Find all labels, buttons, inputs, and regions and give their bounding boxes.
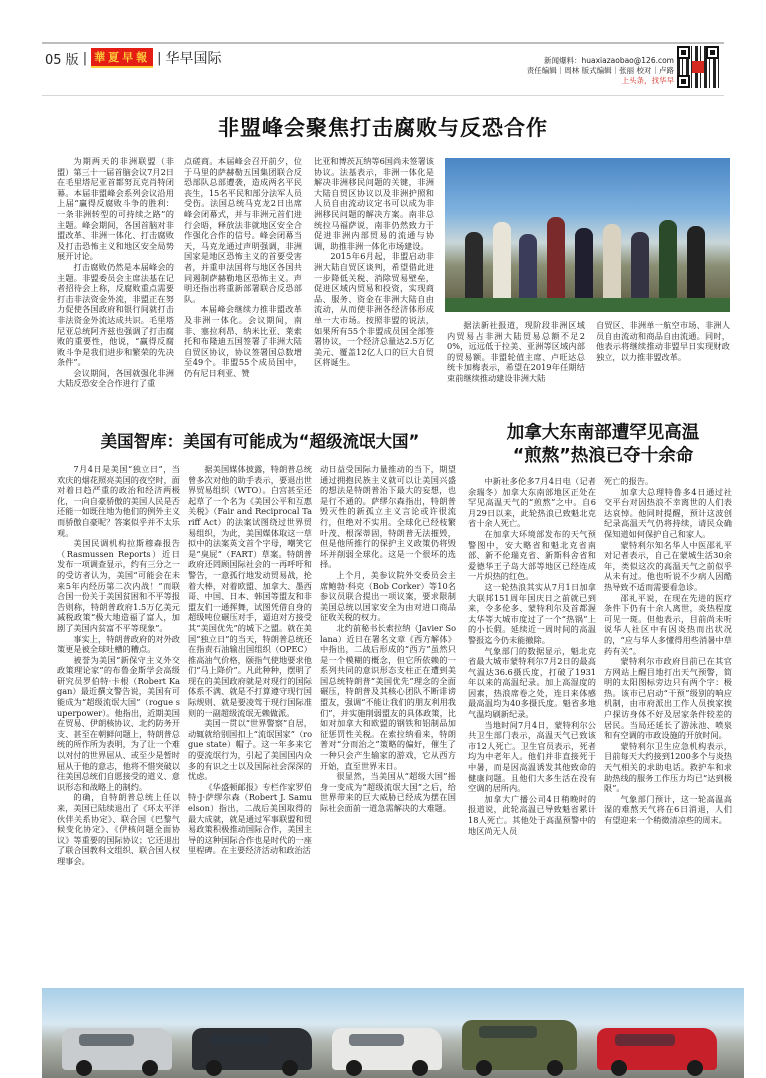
article2-col1 <box>57 464 180 867</box>
paragraph: 2015年6月起，非盟启动非洲大陆自贸区谈判，希望借此进一步降低关税、消除贸易壁垒，促进区域内贸易和投资，实现商品、服务、资金在非洲大陆自由流动，从而使非洲各经济体形成单一大市场。按照非盟的说法，如果所有55个非盟成员国全部签署协议，一个经济总量达2.5万亿美元、覆盖12亿人口的巨大自贸区将诞生。 <box>314 251 434 368</box>
paragraph: 被誉为美国“新保守主义外交政策理论家”的布鲁金斯学会高级研究员罗伯特·卡根（Robert Kagan）最近撰文警告说，美国有可能成为“超级流氓大国”（rogue superpower）。他指出，近期美国在贸易、伊朗核协议、北约防务开支、甚至在朝鲜问题上，特朗普总统的所作所为表明，为了让一个难以对付的世界屈从、或至少是暂时屈从于他的意志，他将不惜突破以往美国总统们自愿接受的道义、意识形态和战略上的制约。 <box>57 654 180 792</box>
paragraph: 7月4日是美国“独立日”，当欢庆的烟花照亮美国的夜空时，面对着日趋严重的政治和经济两极化，一向自豪骄傲的美国人民是否还能一如既往地为他们的例外主义而骄傲自豪呢？答案似乎并不太乐观。 <box>57 464 180 538</box>
paragraph: 比亚和博茨瓦纳等6国尚未签署该协议。法基表示，非洲一体化是解决非洲移民问题的关键，非洲大陆自贸区协议以及非洲护照和人员自由流动议定书可以成为非洲移民问题的解决方案。南非总统拉马福萨说，南非仍然致力于促进非洲内部贸易的流通与协调，助推非洲一体化市场建设。 <box>314 156 434 251</box>
article1-col5 <box>596 320 730 362</box>
page-header-left <box>45 48 221 68</box>
paragraph: 据美国媒体披露，特朗普总统曾多次对他的助手表示，要退出世界贸易组织（WTO）。白宫甚至还起草了一个名为《美国公平和互惠关税》（Fair and Reciprocal Tariff Act）的法案试图绕过世界贸易组织，为此，美国媒体取这一草拟中的法案英文首个字母，嘲笑它是“臭屁”（FART）草案。特朗普政府还罔顾国际社会的一再呼吁和警告，一意孤行地发动贸易战，抡着大棒，对着欧盟、加拿大、墨西哥、中国、日本、韩国等盟友和非盟友们一通挥舞，试图凭借自身的超级吨位碾压对手，逼迫对方接受其“美国优先”的城下之盟。就在美国“独立日”的当天，特朗普总统还在指责石油输出国组织（OPEC）推高油气价格，颐指气使地要求他们“马上降价”。凡此种种，摆明了现在的美国政府就是对现行的国际体系不满、就是不打算遵守现行国际规则、就是要凌驾于现行国际准则的一副超级流氓无赖做派。 <box>188 464 312 718</box>
paragraph: 动日益受国际力量推动的当下，期望通过拥抱民族主义就可以让美国兴盛的想法是特朗普治下最大的妄想，也是行不通的。萨缪尔森指出，特朗普毁灭性的新孤立主义言论或许很流行，但绝对不实用。全球化已经枝繁叶茂、根深蒂固，特朗普无法摧毁，但是他所推行的保护主义政策仍将毁坏并削弱全球化。这是一个很坏的选择。 <box>320 464 456 570</box>
newspaper-logo: 華夏早報 <box>91 48 153 68</box>
paragraph: 上个月，美参议院外交委员会主席鲍勃·科克（Bob Corker）等10名参议员联合提出一项议案，要求限制美国总统以国家安全为由对进口商品征收关税的权力。 <box>320 569 456 623</box>
paragraph: 邵礼平说，在现在先进的医疗条件下仍有十余人离世，炎热程度可见一斑。但他表示，目前尚未听说华人社区中有因炎热而出状况的，“应与华人多懂得用些消暑中草药有关”。 <box>604 592 732 656</box>
article2-title: 美国智库：美国有可能成为“超级流氓大国” <box>100 432 420 451</box>
article1-title: 非盟峰会聚焦打击腐败与反恐合作 <box>218 116 548 140</box>
paragraph: 死亡的报告。 <box>604 476 654 486</box>
article3-col1 <box>468 476 596 836</box>
header-bottom-rule <box>42 95 724 96</box>
header-separator-2: | <box>157 50 162 66</box>
header-separator: | <box>82 50 88 66</box>
page-credits <box>527 56 674 86</box>
african-union-summit-photo <box>445 158 730 312</box>
edition-number: 05 版 <box>45 52 79 68</box>
article1-col4 <box>447 320 585 384</box>
paragraph: 打击腐败仍然是本届峰会的主题。非盟委员会主席法基在记者招待会上称，反腐败重点需要打击非法资金外流，非盟正在努力促使各国政府和银行间就打击非法资金外流达成共识。毛里塔尼亚总统阿齐兹也强调了打击腐败的重要性，他说，“赢得反腐败斗争是我们进步和繁荣的先决条件”。 <box>57 261 174 368</box>
article2-col3 <box>320 464 456 814</box>
paragraph: 蒙特利尔知名华人中医邵礼平对记者表示，自己在蒙城生活30余年，类似这次的高温天气之前似乎从未有过。他也听说不少病人因酷热导致不适而需要看急诊。 <box>604 539 732 592</box>
paragraph: 自贸区、非洲单一航空市场、非洲人员自由流动和商品自由流通。同时，他表示将继续推动非盟早日实现财政独立，以力推非盟改革。 <box>596 320 730 362</box>
paragraph: 本届峰会继续力推非盟改革及非洲一体化。会议期间，南非、塞拉利昂、纳米比亚、莱索托和布隆迪五国签署了非洲大陆自贸区协议，协议签署国总数增至49个。非盟55个成员国中，仍有尼日利亚、赞 <box>184 304 302 378</box>
news-tip-line: 新闻爆料：huaxiazaobao@126.com <box>543 56 674 65</box>
paragraph: 据法新社报道，现阶段非洲区域内贸易占非洲大陆贸易总额不足20%，远远低于拉美、亚洲等区域内部的贸易额。非盟轮值主席、卢旺达总统卡加梅表示，希望在2019年任期结束前继续推动建设非洲大陆 <box>447 320 585 383</box>
paragraph: 会议期间，各国就强化非洲大陆反恐安全合作进行了重 <box>57 367 174 389</box>
article3-title-line2: “煎熬”热浪已夺十余命 <box>512 446 694 466</box>
paragraph: 蒙特利尔市政府目前已在其官方网站上醒目地打出天气预警，简明的太阳图标旁边只有两个字：极热。该市已启动“干预”级别的响应机制，由市府派出工作人员挨家挨户探访身体不好及居家条件较差的居民。当局还延长了游泳池、喷泉和有空调的市政设施的开放时间。 <box>604 656 732 741</box>
paragraph: 美国民调机构拉斯穆森报告（Rasmussen Reports）近日发布一项调查显示，约有三分之一的受访者认为，美国“可能会在未来5年内经历第二次内战！”而联合国一份关于美国贫困和不平等报告则称，特朗普政府1.5万亿美元减税政策“极大地造福了富人，加剧了美国内贫富不平等现象”。 <box>57 538 180 633</box>
slogan: 上头条，找华早 <box>621 76 674 85</box>
paragraph: 加拿大广播公司4日稍晚时的报道说，此轮高温已导致魁省累计18人死亡。其他处于高温预警中的地区尚无人员 <box>468 793 596 836</box>
paragraph: 美国一贯以“世界警察”自居，动辄就给别国扣上“流氓国家”（rogue state）帽子。这一年多来它的耍流氓行为，引起了美国国内众多的有识之士以及国际社会深深的忧虑。 <box>188 718 312 782</box>
paragraph: 中新社多伦多7月4日电（记者 余瑞冬）加拿大东南部地区正处在罕见高温天气的“煎熬”之中。自6月29日以来，此轮热浪已致魁北克省十余人死亡。 <box>468 476 596 529</box>
paragraph: 的确，自特朗普总统上任以来，美国已陆续退出了《环太平洋伙伴关系协定》、联合国《巴黎气候变化协定》、《伊核问题全面协议》等重要的国际协议；它还退出了联合国教科文组织、联合国人权理事会。 <box>57 792 180 866</box>
article2-col2 <box>188 464 312 856</box>
paragraph: 气象部门预计，这一轮高温高湿的难熬天气将在6日消退，人们有望迎来一个稍微清凉些的周末。 <box>604 793 732 825</box>
paragraph: 这一轮热浪其实从7月1日加拿大联邦151周年国庆日之前就已到来，令多伦多、蒙特利尔及首都渥太华等大城市度过了一个“热锅”上的小长假。延续近一周时间的高温警报迄今仍未能撤除。 <box>468 581 596 645</box>
article3-col2 <box>604 476 732 826</box>
article1-col3 <box>314 156 434 368</box>
section-name: 华早国际 <box>165 51 222 67</box>
header-top-rule <box>42 42 724 44</box>
paragraph: 很显然，当美国从“超级大国”摇身一变成为“超级流氓大国”之后，给世界带来的巨大威胁已经成为摆在国际社会面前一道急需解决的大难题。 <box>320 771 456 813</box>
article1-col1 <box>57 156 174 389</box>
paragraph: 北约前秘书长索拉纳（Javier Solana）近日在署名文章《西方解体》中指出，二战后形成的“西方”虽然只是一个模糊的概念，但它所依赖的一系列共同的意识形态支柱正在遭到美国总统特朗普“美国优先”理念的全面碾压，特朗普及其核心团队不断诽谤盟友，强调“不能让我们的朋友利用我们”，并实施削弱盟友的具体政策，比如对加拿大和欧盟的钢铁和铝制品加征惩罚性关税。在索拉纳看来，特朗普对“分而治之”策略的偏好，催生了一种只会产生输家的游戏，它从西方开始，直至世界末日。 <box>320 622 456 771</box>
article1-col2 <box>184 156 302 378</box>
paragraph: 事实上，特朗普政府的对外政策更是被全球吐槽的糟点。 <box>57 633 180 655</box>
paragraph: 当地时间7月4日，蒙特利尔公共卫生部门表示，高温天气已致该市12人死亡。卫生官员表示，死者均为中老年人。他们并非直接死于中暑，而是因高温诱发其他致命的健康问题。且他们大多生活在没有空调的居所内。 <box>468 719 596 794</box>
paragraph: 蒙特利尔卫生应急机构表示，目前每天大约接到1200多个与炎热天气相关的求助电话。救护车和求助热线的服务工作压力均已“达到极限”。 <box>604 740 732 794</box>
article3-title <box>470 422 736 468</box>
paragraph: 气象部门的数据显示，魁北克省最大城市蒙特利尔7月2日的最高气温达36.6摄氏度，打破了1931年以来的高温纪录。加上高湿度的因素，热浪席卷之处，连日来体感最高温均为40多摄氏度。魁省多地气温均刷新纪录。 <box>468 645 596 720</box>
paragraph: 加拿大总理特鲁多4日通过社交平台对因热浪不幸离世的人们表达哀悼。他同时提醒，预计这波创纪录高温天气仍将持续，请民众确保知道如何保护自己和家人。 <box>604 486 732 539</box>
paragraph: 在加拿大环境部发布的天气预警图中，安大略省和魁北克省南部、新不伦瑞克省、新斯科舍省和爱德华王子岛大部等地区已经连成一片炽热的红色。 <box>468 528 596 582</box>
qr-code-icon[interactable] <box>677 46 719 88</box>
paragraph: 为期两天的非洲联盟（非盟）第三十一届首脑会议7月2日在毛里塔尼亚首都努瓦克肖特闭幕。本届非盟峰会系列会议沿用上届“赢得反腐败斗争的胜利：一条非洲转型的可持续之路”的主题。峰会期间，各国首脑对非盟改革、非洲一体化、打击腐败及打击恐怖主义和地区安全局势展开讨论。 <box>57 156 174 262</box>
paragraph: 《华盛顿邮报》专栏作家罗伯特·J·萨缪尔森（Robert J. Samuelson）指出，二战后美国取得的最大成就，就是通过军事联盟和贸易政策积极推动国际合作，美国主导的这种国际合作也是时代的一座里程碑。在主要经济活动和政治活 <box>188 781 312 856</box>
paragraph: 点磋商。本届峰会召开前夕，位于马里的萨赫勒五国集团联合反恐部队总部遭袭，造成两名平民丧生，15名平民和部分法军人员受伤。法国总统马克龙2日出席峰会闭幕式，并与非洲元首们进行会晤，释放法非就地区安全合作强化合作的信号。峰会闭幕当天，马克龙通过声明强调，非洲国家是地区恐怖主义的首要受害者，并重申法国将与地区各国共同遏制萨赫勒地区恐怖主义。声明还指出将重新部署联合反恐部队。 <box>184 156 302 304</box>
article3-title-line1: 加拿大东南部遭罕见高温 <box>506 423 700 443</box>
editors-line: 责任编辑｜周林 版式编辑｜张丽 校对｜卢路 <box>526 66 674 75</box>
car-advertisement-banner[interactable] <box>42 988 744 1078</box>
